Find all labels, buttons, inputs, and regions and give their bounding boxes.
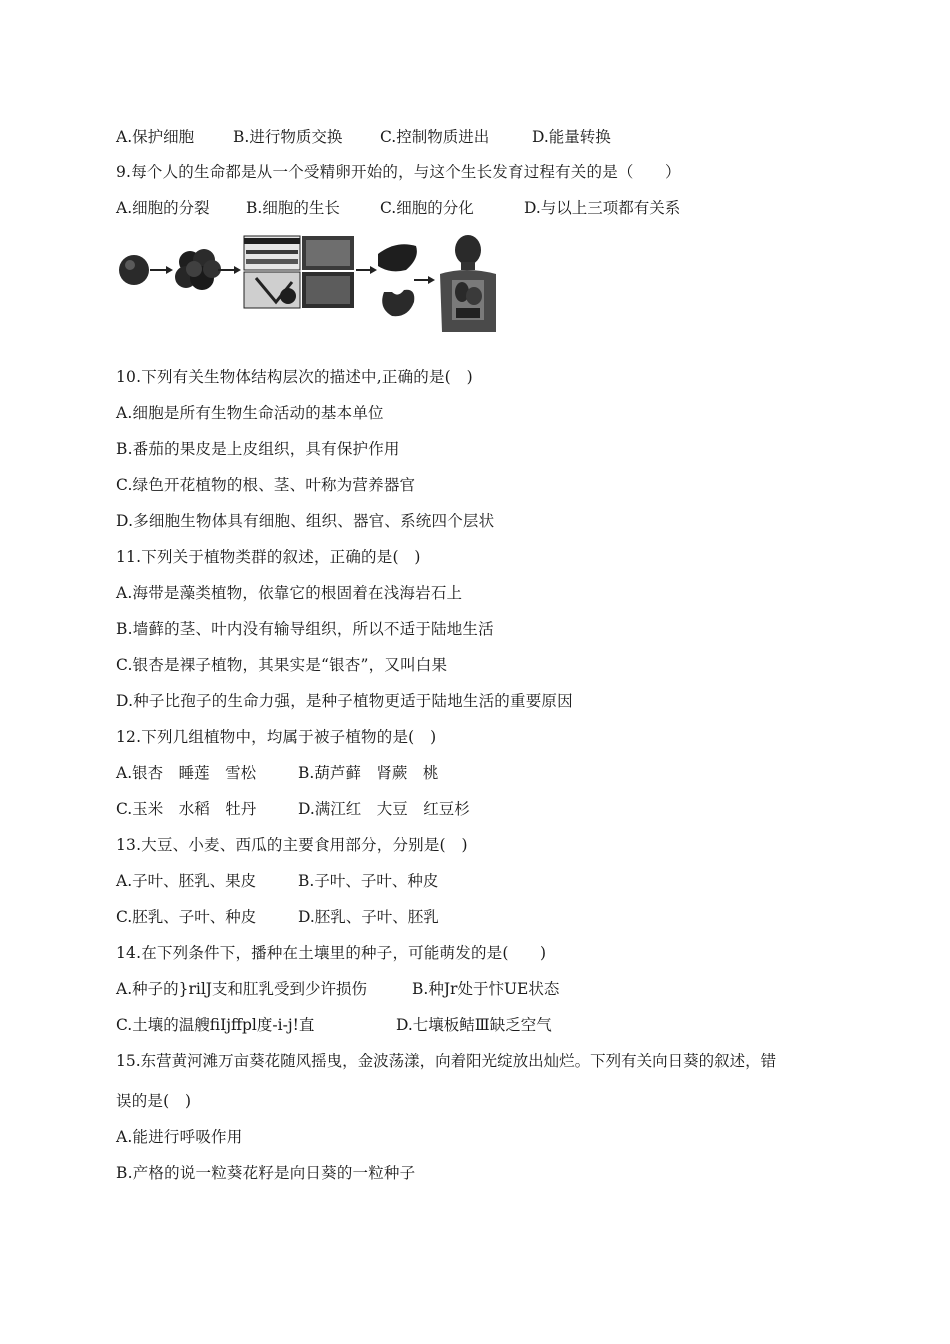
q14-option-b: B.种Jr处于忭UE状态 (412, 980, 560, 998)
q14-stem: 14.在下列条件下，播种在土壤里的种子，可能萌发的是( ) (116, 944, 547, 962)
q10-stem: 10.下列有关生物体结构层次的描述中,正确的是( ) (116, 368, 473, 386)
q10-option-d: D.多细胞生物体具有细胞、组织、器官、系统四个层状 (116, 512, 495, 530)
organs-image (378, 244, 417, 316)
q10-option-b: B.番茄的果皮是上皮组织，具有保护作用 (116, 440, 400, 458)
q9-stem: 9.每个人的生命都是从一个受精卵开始的，与这个生长发育过程有关的是（ ） (116, 163, 681, 181)
q8-option-b: B.进行物质交换 (233, 128, 343, 146)
q11-option-a: A.海带是藻类植物，依靠它的根固着在浅海岩石上 (116, 584, 463, 602)
q12-option-a: A.银杏 睡莲 雪松 (116, 764, 257, 782)
human-body-image (440, 235, 496, 332)
q15-stem-line-1: 15.东营黄河滩万亩葵花随风摇曳，金波荡漾，向着阳光绽放出灿烂。下列有关向日葵的叙述，错 (116, 1052, 777, 1070)
q11-option-d: D.种子比孢子的生命力强，是种子植物更适于陆地生活的重要原因 (116, 692, 573, 710)
q8-option-d: D.能量转换 (532, 128, 611, 146)
q8-option-c: C.控制物质进出 (380, 128, 490, 146)
q15-stem-line-2: 误的是( ) (116, 1092, 192, 1110)
q11-option-b: B.墙藓的茎、叶内没有输导组织，所以不适于陆地生活 (116, 620, 494, 638)
q12-option-c: C.玉米 水稻 牡丹 (116, 800, 257, 818)
q12-option-b: B.葫芦藓 肾蕨 桃 (298, 764, 439, 782)
q13-option-b: B.子叶、子叶、种皮 (298, 872, 439, 890)
q13-option-c: C.胚乳、子叶、种皮 (116, 908, 257, 926)
q9-option-d: D.与以上三项都有关系 (524, 199, 681, 217)
q11-stem: 11.下列关于植物类群的叙述，正确的是( ) (116, 548, 421, 566)
cell-cluster-image (175, 249, 221, 290)
q13-stem: 13.大豆、小麦、西瓜的主要食用部分，分别是( ) (116, 836, 468, 854)
q15-option-b: B.产格的说一粒葵花籽是向日葵的一粒种子 (116, 1164, 416, 1182)
q9-option-b: B.细胞的生长 (246, 199, 340, 217)
q12-stem: 12.下列几组植物中，均属于被子植物的是( ) (116, 728, 437, 746)
q10-option-a: A.细胞是所有生物生命活动的基本单位 (116, 404, 384, 422)
q14-option-d: D.七壤板鲒Ⅲ缺乏空气 (396, 1016, 552, 1034)
q15-option-a: A.能进行呼吸作用 (116, 1128, 243, 1146)
q9-option-a: A.细胞的分裂 (116, 199, 210, 217)
q8-option-a: A.保护细胞 (116, 128, 195, 146)
q13-option-a: A.子叶、胚乳、果皮 (116, 872, 257, 890)
q13-option-d: D.胚乳、子叶、胚乳 (298, 908, 439, 926)
fertilized-egg-image (119, 255, 149, 285)
q11-option-c: C.银杏是裸子植物，其果实是“银杏”，又叫白果 (116, 656, 448, 674)
development-figure (116, 232, 502, 338)
q12-option-d: D.满江红 大豆 红豆杉 (298, 800, 470, 818)
q14-option-a: A.种子的}rilJ支和肛乳受到少许损伤 (116, 980, 368, 998)
tissue-panels-image (244, 236, 354, 308)
q14-option-c: C.土壤的温艘fiIjffpl度-i-j!直 (116, 1016, 315, 1034)
q10-option-c: C.绿色开花植物的根、茎、叶称为营养器官 (116, 476, 416, 494)
q9-option-c: C.细胞的分化 (380, 199, 474, 217)
